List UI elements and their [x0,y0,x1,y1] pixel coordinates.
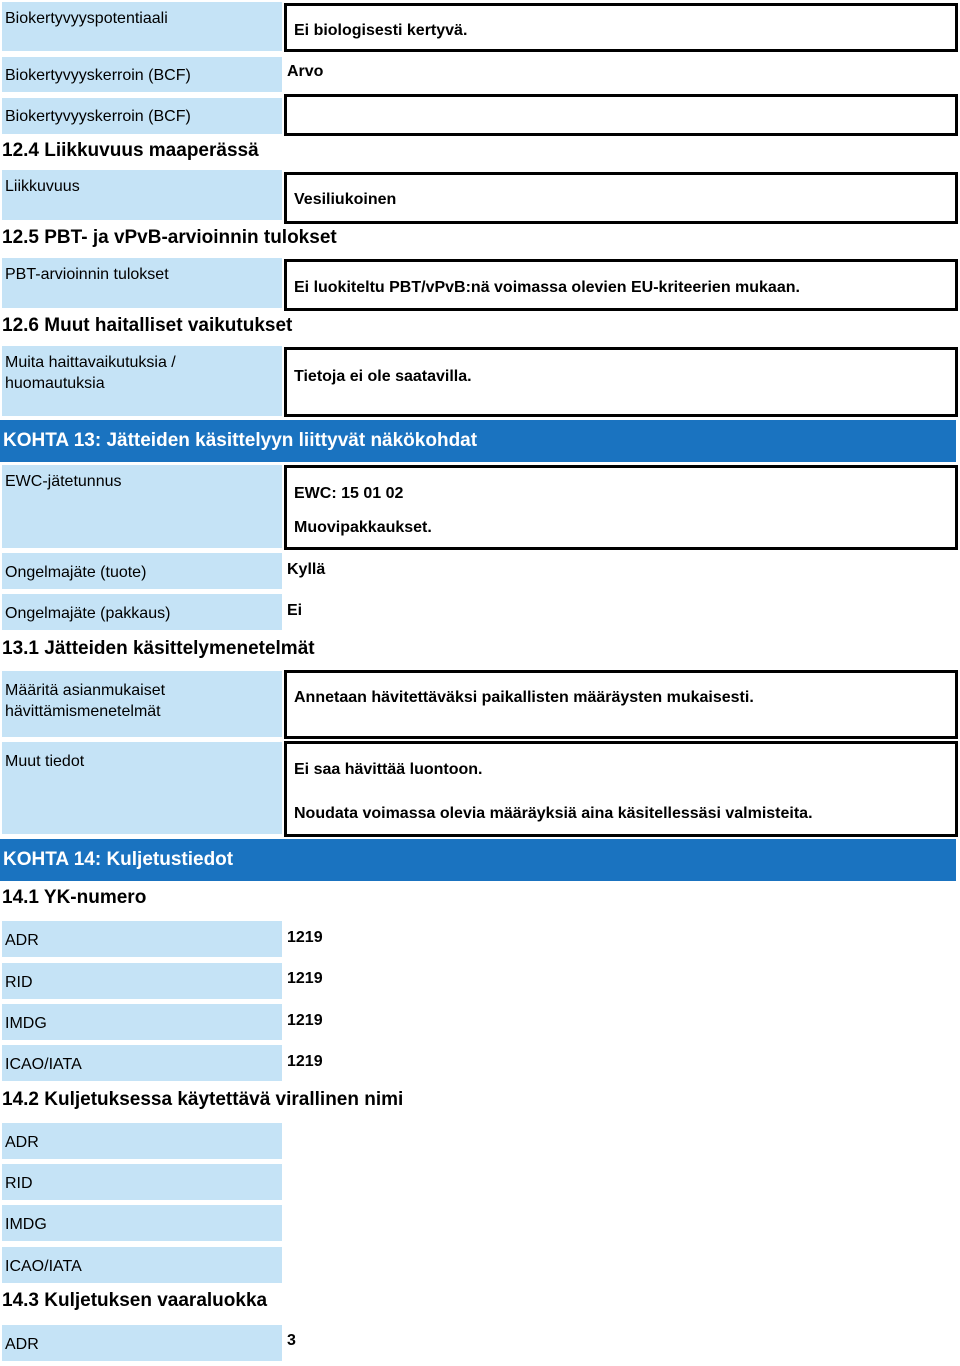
other-info-line-1: Ei saa hävittää luontoon. [294,761,483,778]
disposal-methods-label: Määritä asianmukaiset hävittämismenetelmät [2,671,282,737]
other-info-value-box [284,741,958,837]
heading-12-6: 12.6 Muut haitalliset vaikutukset [2,315,293,336]
shipping-name-label-icao: ICAO/IATA [2,1247,282,1283]
ewc-code: EWC: 15 01 02 [294,485,404,502]
heading-14-2: 14.2 Kuljetuksessa käytettävä virallinen nimi [2,1089,404,1110]
section-14-heading: KOHTA 14: Kuljetustiedot [0,839,956,881]
heading-12-4: 12.4 Liikkuvuus maaperässä [2,140,259,161]
mobility-value: Vesiliukoinen [284,172,958,224]
bcf-label-2: Biokertyvyyskerroin (BCF) [2,98,282,134]
shipping-name-label-rid: RID [2,1164,282,1200]
un-label-rid: RID [2,963,282,999]
un-value-imdg: 1219 [287,1012,323,1029]
pbt-value: Ei luokiteltu PBT/vPvB:nä voimassa olevien EU-kriteerien mukaan. [284,259,958,311]
bio-potential-value: Ei biologisesti kertyvä. [284,3,958,52]
un-label-icao: ICAO/IATA [2,1045,282,1081]
pbt-label: PBT-arvioinnin tulokset [2,258,282,308]
other-effects-label: Muita haittavaikutuksia / huomautuksia [2,346,282,416]
un-value-adr: 1219 [287,929,323,946]
un-value-icao: 1219 [287,1053,323,1070]
shipping-name-label-adr: ADR [2,1123,282,1159]
hazard-class-value-adr: 3 [287,1332,296,1349]
un-label-imdg: IMDG [2,1004,282,1040]
ewc-label: EWC-jätetunnus [2,465,282,548]
hazardous-packaging-value: Ei [287,602,303,619]
heading-14-3: 14.3 Kuljetuksen vaaraluokka [2,1290,268,1311]
un-label-adr: ADR [2,921,282,957]
bcf-value-header: Arvo [287,63,324,80]
other-info-line-2: Noudata voimassa olevia määräyksiä aina käsitellessäsi valmisteita. [294,805,813,822]
bcf-label-1: Biokertyvyyskerroin (BCF) [2,57,282,92]
un-value-rid: 1219 [287,970,323,987]
disposal-methods-value: Annetaan hävitettäväksi paikallisten määräysten mukaisesti. [284,670,958,739]
section-13-heading: KOHTA 13: Jätteiden käsittelyyn liittyvät näkökohdat [0,420,956,462]
other-effects-value: Tietoja ei ole saatavilla. [284,347,958,417]
hazardous-product-label: Ongelmajäte (tuote) [2,553,282,589]
other-info-label: Muut tiedot [2,742,282,834]
bcf-value-box [284,94,958,136]
ewc-value-box [284,465,958,550]
shipping-name-label-imdg: IMDG [2,1205,282,1241]
hazard-class-label-adr: ADR [2,1325,282,1361]
bio-potential-label: Biokertyvyyspotentiaali [2,2,282,51]
hazardous-product-value: Kyllä [287,561,326,578]
ewc-description: Muovipakkaukset. [294,519,432,536]
mobility-label: Liikkuvuus [2,170,282,220]
hazardous-packaging-label: Ongelmajäte (pakkaus) [2,594,282,630]
heading-14-1: 14.1 YK-numero [2,887,147,908]
heading-13-1: 13.1 Jätteiden käsittelymenetelmät [2,638,315,659]
heading-12-5: 12.5 PBT- ja vPvB-arvioinnin tulokset [2,227,337,248]
